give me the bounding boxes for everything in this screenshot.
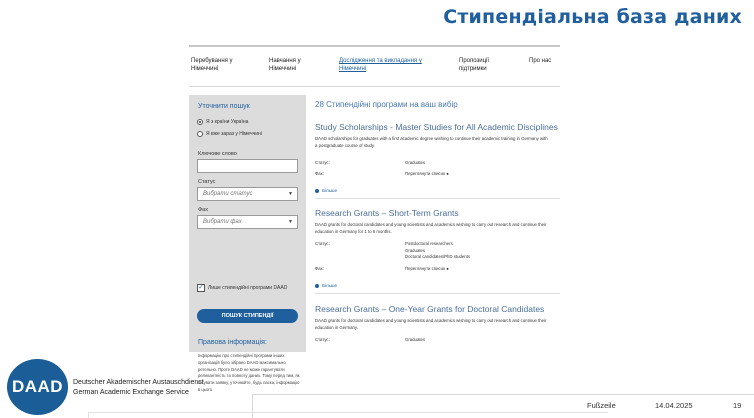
radio-label: Я вже зараз у Німеччині: [206, 131, 262, 137]
scholarship-card: [315, 122, 560, 193]
field-label: Фах: [198, 207, 208, 213]
nav-divider: [189, 86, 560, 87]
filter-panel: [189, 95, 306, 392]
scholarship-title-link[interactable]: Research Grants – One-Year Grants for Doctoral Candidates: [315, 304, 545, 314]
card-divider: [315, 198, 560, 199]
legal-info-text: Інформацію про стипендійні програми інших організацій було зібрано DAAD максимально ретельно. Проте DAAD не може гарантувати релевантність та повноту даних. Тому перед тим, як готувати заявку, уточнюйте, будь ласка, інформацію в цього: [198, 353, 300, 392]
daad-only-checkbox[interactable]: [197, 284, 287, 292]
status-key: Статус:: [315, 160, 330, 165]
select-arrow-icon: ▼: [288, 219, 293, 225]
status-value: Graduates: [405, 160, 426, 165]
nav-item-support[interactable]: Пропозиції підтримки: [459, 58, 490, 72]
status-value: Postdoctoral researchers: [405, 241, 453, 246]
scholarship-card: [315, 208, 560, 288]
status-key: Статус:: [315, 337, 330, 342]
field-placeholder: Вибрати фах: [203, 219, 242, 225]
radio-empty-icon: [197, 131, 203, 137]
radio-label: Я з країни Україна: [206, 119, 249, 125]
status-value: Graduates: [405, 247, 426, 253]
scholarship-description: DAAD grants for doctoral candidates and young scientists and academics wishing to carry out research and continue their education in Germany for 1 to 6 months.: [315, 222, 547, 234]
slide-title: Стипендіальна база даних: [443, 6, 742, 28]
org-name-en: German Academic Exchange Service: [73, 389, 189, 396]
field-key: Фах:: [315, 171, 324, 176]
org-name-de: Deutscher Akademischer Austauschdienst: [73, 379, 204, 386]
page-number: 19: [733, 401, 742, 410]
status-select[interactable]: [197, 187, 298, 201]
top-border: [189, 45, 560, 47]
field-view-list-link[interactable]: Переглянути список ●: [405, 171, 449, 176]
checkbox-label: Лише стипендійні програми DAAD: [208, 285, 288, 291]
website-screenshot: [189, 45, 560, 392]
nav-item-study[interactable]: Навчання у Німеччині: [269, 58, 301, 72]
field-view-list-label: Переглянути список: [405, 266, 445, 271]
scholarship-title-link[interactable]: Research Grants – Short-Term Grants: [315, 208, 459, 218]
footer-text: Fußzeile: [587, 401, 616, 410]
footer-date: 14.04.2025: [655, 401, 693, 410]
scholarship-card: [315, 304, 560, 342]
status-placeholder: Вибрати статус: [203, 191, 253, 197]
status-value: Graduates: [405, 337, 426, 342]
field-select[interactable]: [197, 215, 298, 229]
nav-item-research[interactable]: Дослідження та викладання у Німеччині: [339, 58, 422, 72]
legal-info-title: Правова інформація:: [198, 339, 267, 346]
more-bullet-icon: [315, 284, 319, 288]
more-label: Більше: [322, 188, 338, 193]
more-label: Більше: [322, 283, 338, 288]
nav-item-stay[interactable]: Перебування у Німеччині: [191, 58, 233, 72]
radio-from-ukraine[interactable]: [197, 119, 248, 125]
nav-item-about[interactable]: Про нас: [529, 58, 552, 64]
more-link[interactable]: [315, 283, 337, 288]
keyword-input[interactable]: [197, 159, 298, 173]
results-count: 28 Стипендійні програми на ваш вибір: [315, 100, 458, 109]
keyword-label: Ключове слово: [198, 151, 237, 157]
field-view-list-link[interactable]: Переглянути список ●: [405, 266, 449, 271]
status-label: Статус: [198, 179, 216, 185]
filter-title: Уточнити пошук: [198, 103, 250, 110]
radio-selected-icon: [197, 119, 203, 125]
scholarship-title-link[interactable]: Study Scholarships - Master Studies for All Academic Disciplines: [315, 122, 558, 132]
scholarship-description: DAAD scholarships for graduates with a first academic degree wishing to continue their academic training in Germany with a postgraduate course of study.: [315, 136, 548, 148]
field-view-list-label: Переглянути список: [405, 171, 445, 176]
main-nav: [189, 57, 560, 79]
radio-in-germany[interactable]: [197, 131, 262, 137]
status-value: Doctoral candidates/PhD students: [405, 254, 470, 259]
card-divider: [315, 293, 560, 294]
scholarship-description: DAAD grants for doctoral candidates and young scientists and academics wishing to carry out research and continue their education in Germany.: [315, 318, 547, 330]
field-key: Фах:: [315, 266, 324, 271]
daad-logo: DAAD: [7, 359, 68, 415]
select-arrow-icon: ▼: [288, 191, 293, 197]
results-list: [315, 95, 560, 352]
checkmark-icon: ✓: [198, 284, 204, 291]
more-bullet-icon: [315, 189, 319, 193]
status-key: Статус:: [315, 241, 330, 246]
more-link[interactable]: [315, 188, 337, 193]
search-scholarship-button[interactable]: ПОШУК СТИПЕНДІЇ: [197, 309, 298, 323]
